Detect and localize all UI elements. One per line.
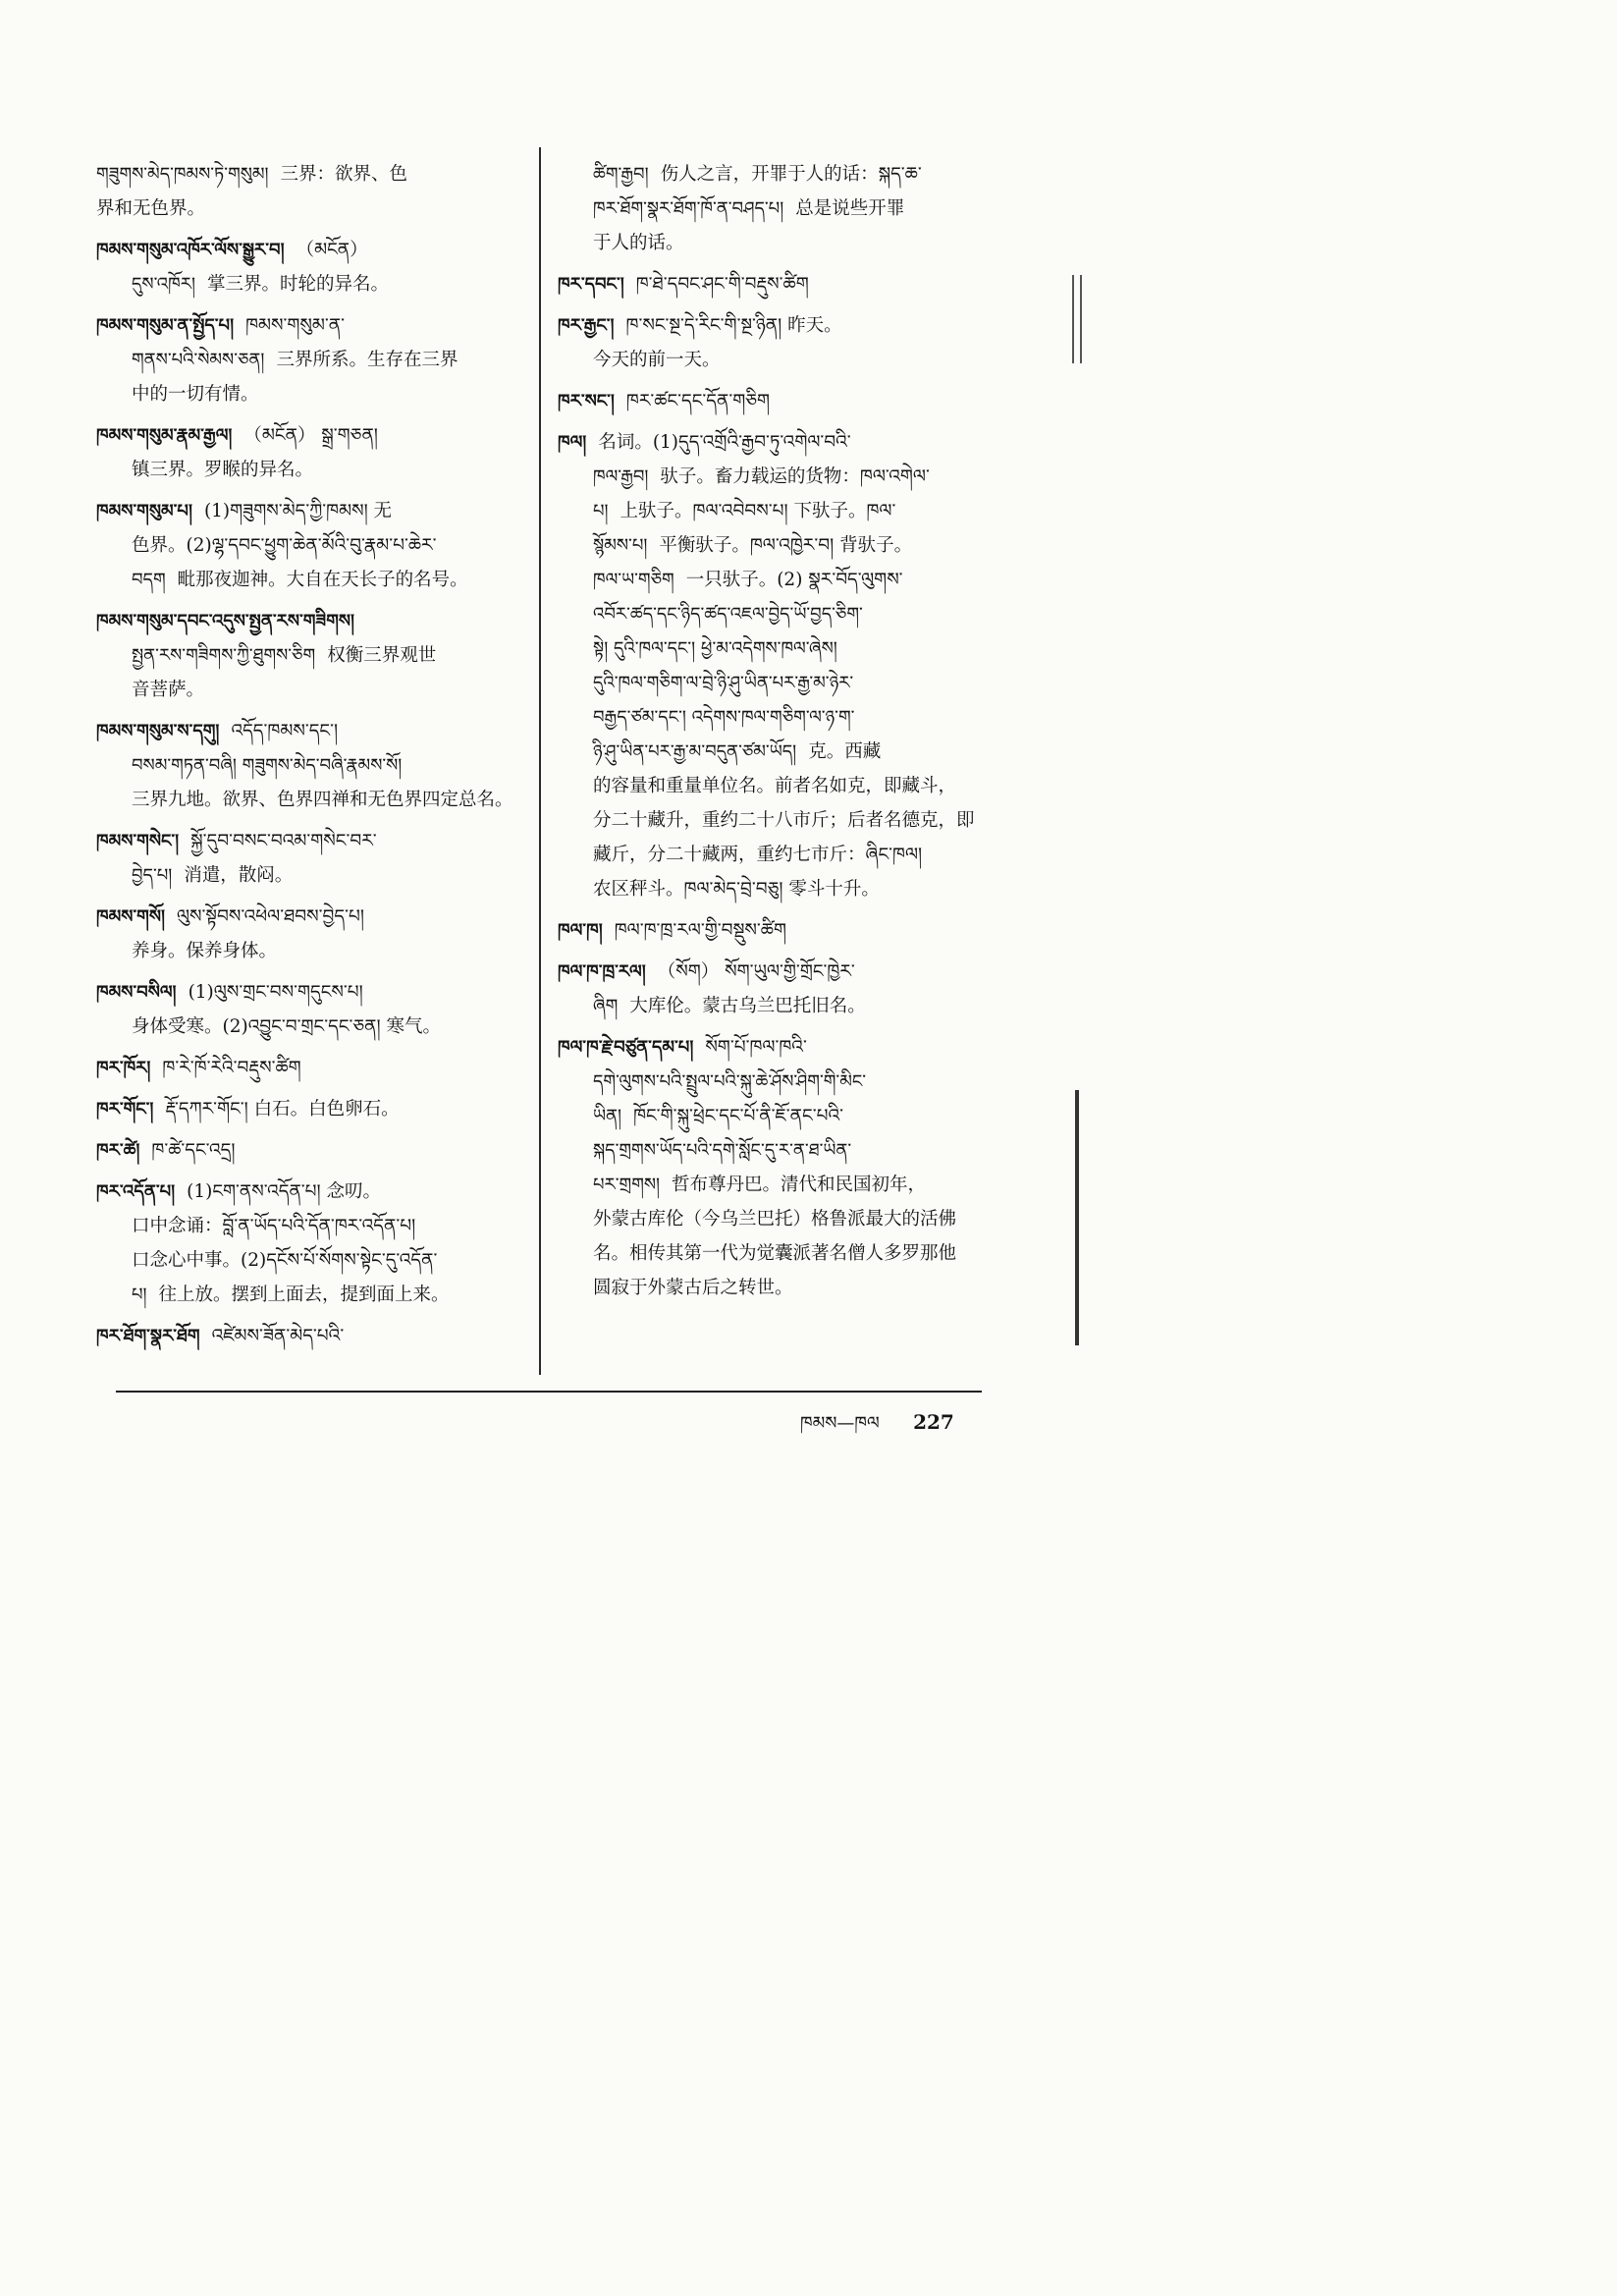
dictionary-entry [558,157,990,260]
definition-text: ཁར་ཚང་དང་དོན་གཅིག [625,391,771,411]
headword-line [96,1319,520,1353]
headword-line [96,975,520,1010]
definition-text: 克。西藏 [808,741,882,762]
tibetan-text: ཉི་ཤུ་ཡིན་པར་རྒྱ་མ་བདུན་ཙམ་ཡོད། [593,741,797,762]
definition-line [96,453,520,487]
dictionary-entry [96,233,520,301]
headword: ཁམས་གསུམ་ན་སྤྱོད་པ། [96,315,235,336]
definition-line [96,638,520,673]
definition-text: 三界：欲界、色 [280,164,408,185]
definition-line [558,1168,990,1202]
dictionary-entry [96,1175,520,1312]
definition-text: སྐྱོ་དུབ་བསང་བའམ་གསེང་བར་ [190,831,377,851]
headword: ཁར་ཁོར། [96,1058,151,1078]
headword-line [96,1175,520,1209]
headword: ཁམས་གསེང་། [96,831,180,851]
definition-line [558,700,990,735]
definition-line [96,1010,520,1044]
headword-line [558,308,990,343]
headword-line [558,955,990,989]
headword-line [96,900,520,934]
dictionary-entry [96,157,520,226]
definition-text: （སོག） སོག་ཡུལ་གྱི་གྲོང་ཁྱེར་ [657,961,855,982]
definition-line [96,748,520,783]
headword: ཁལ་ཁ་ཁྲ་རལ། [558,961,646,982]
definition-line [96,673,520,707]
definition-line [558,769,990,803]
headword: ཁམས་གསུམ་པ། [96,501,192,521]
headword-line [96,604,520,638]
column-divider [539,147,541,1375]
definition-text: 藏斤，分二十藏两，重约七市斤：ཞིང་ཁལ། [593,845,923,865]
dictionary-entry [558,267,990,301]
definition-text: 三界所系。生存在三界 [276,350,458,370]
definition-line [558,872,990,906]
headword: ཁམས་གསོ། [96,906,165,927]
definition-text: ཁལ་ཁ་ཁྲ་རལ་གྱི་བསྡུས་ཚིག [614,920,786,941]
definition-line [558,597,990,631]
definition-text: 名词。(1)དུད་འགྲོའི་རྒྱབ་ཏུ་འགེལ་བའི་ [598,432,851,453]
headword-line [558,913,990,948]
scan-edge-bar [1075,1090,1079,1345]
definition-text: འདོད་ཁམས་དང་། [231,721,339,741]
definition-line [558,1271,990,1305]
definition-text: 名。相传其第一代为觉囊派著名僧人多罗那他 [593,1243,957,1264]
definition-line [558,1099,990,1133]
headword-line [96,824,520,858]
headword-line [558,384,990,418]
headword-line [96,308,520,343]
headword: ཁམས་གསུམ་ས་དགུ། [96,721,220,741]
tibetan-text: བརྒྱད་ཙམ་དང་། འདེགས་ཁལ་གཅིག་ལ་ཉ་ག་ [593,707,855,728]
definition-line [96,157,520,191]
definition-line [558,631,990,666]
page-number: 227 [913,1410,954,1434]
headword-line [558,267,990,301]
definition-line [558,157,990,191]
headword-line [558,425,990,460]
definition-text: 镇三界。罗睺的异名。 [132,460,314,480]
definition-line [558,1065,990,1099]
tibetan-text: པ། [593,501,609,521]
definition-text: （མངོན） སྒྲ་གཅན། [243,425,378,446]
headword-line [558,1030,990,1065]
definition-line [96,934,520,968]
right-column [558,157,990,1312]
dictionary-entry [96,1319,520,1353]
definition-text: 农区秤斗。ཁལ་མེད་བྲེ་བཅུ། 零斗十升。 [593,879,880,900]
dictionary-entry [96,900,520,968]
dictionary-entry [96,1051,520,1085]
dictionary-entry [96,604,520,707]
headword: ཁལ། [558,432,587,453]
headword: ཁར་ཚེ། [96,1140,140,1161]
left-column [96,157,520,1360]
definition-line [96,1243,520,1278]
dictionary-entry [96,494,520,597]
page-footer [800,1404,954,1453]
definition-line [558,1202,990,1236]
tibetan-text: བསམ་གཏན་བཞི། གཟུགས་མེད་བཞི་རྣམས་སོ། [132,755,403,776]
definition-text: ཁོང་གི་སྐུ་ཕྲེང་དང་པོ་ནི་ཇོ་ནང་པའི་ [633,1106,843,1126]
definition-text: 哲布尊丹巴。清代和民国初年， [672,1175,927,1195]
definition-text: 分二十藏升，重约二十八市斤；后者名德克，即 [593,810,975,831]
definition-line [96,528,520,563]
definition-text: 圆寂于外蒙古后之转世。 [593,1278,793,1298]
definition-text: (1)གཟུགས་མེད་ཀྱི་ཁམས། 无 [203,501,393,521]
definition-text: 总是说些开罪 [795,198,905,219]
definition-text: ལུས་སྟོབས་འཕེལ་ཐབས་བྱེད་པ། [176,906,364,927]
tibetan-text: འབོར་ཚད་དང་ཉིད་ཚད་འཇལ་བྱེད་ཡོ་བྱད་ཅིག་ [593,604,863,625]
headword: ཁམས་གསུམ་དབང་འདུས་སྤྱན་རས་གཟིགས། [96,611,355,631]
tibetan-text: པ། [132,1285,147,1305]
definition-text: 权衡三界观世 [327,645,437,666]
definition-text: ཁམས་གསུམ་ན་ [245,315,345,336]
definition-line [558,528,990,563]
definition-line [558,191,990,226]
dictionary-entry [96,714,520,817]
definition-line [96,1278,520,1312]
dictionary-entry [558,308,990,377]
definition-text: འཛེམས་ཟོན་མེད་པའི་ [211,1326,345,1346]
definition-line [96,343,520,377]
headword-line [96,1092,520,1126]
definition-line [558,989,990,1023]
headword: ཁམས་བསིལ། [96,982,177,1003]
definition-line [96,858,520,893]
definition-text: 口念心中事。(2)དངོས་པོ་སོགས་སྟེང་དུ་འདོན་ [132,1250,438,1271]
definition-line [558,1133,990,1168]
definition-text: 掌三界。时轮的异名。 [206,274,389,295]
headword: ཁམས་གསུམ་རྣམ་རྒྱལ། [96,425,233,446]
definition-text: 色界。(2)ལྷ་དབང་ཕྱུག་ཆེན་མོའི་བུ་རྣམ་པ་ཆེར་ [132,535,437,556]
tibetan-text: སྐད་གྲགས་ཡོད་པའི་དགེ་སློང་དུ་ར་ན་ཐ་ཡིན་ [593,1140,852,1161]
headword: ཁར་ཐོག་སྣར་ཐོག [96,1326,200,1346]
definition-line [558,460,990,494]
headword: ཁར་དབང་། [558,274,624,295]
tibetan-text: གནས་པའི་སེམས་ཅན། [132,350,265,370]
tibetan-text: ཁལ་ཡ་གཅིག [593,570,674,590]
tibetan-text: དུའི་ཁལ་གཅིག་ལ་བྲེ་ཉི་ཤུ་ཡིན་པར་རྒྱ་མ་ཉེར་ [593,673,854,693]
dictionary-entry [96,824,520,893]
definition-text: 驮子。畜力载运的货物：ཁལ་འགེལ་ [660,466,930,487]
tibetan-text: ཚིག་རྒྱབ། [593,164,649,185]
definition-line [558,1236,990,1271]
definition-text: 身体受寒。(2)འབྱུང་བ་གྲང་དང་ཅན། 寒气。 [132,1016,441,1037]
definition-text: ཁ་རེ་ཁོ་རེའི་བརྡུས་ཚིག [162,1058,301,1078]
definition-text: 平衡驮子。ཁལ་འཁྱེར་བ། 背驮子。 [659,535,913,556]
definition-text: ཁ་ཚེ་དང་འདྲ། [151,1140,236,1161]
headword: ཁར་འདོན་པ། [96,1181,176,1202]
definition-line [558,563,990,597]
definition-line [96,563,520,597]
definition-text: 外蒙古库伦（今乌兰巴托）格鲁派最大的活佛 [593,1209,957,1230]
definition-text: 大库伦。蒙古乌兰巴托旧名。 [629,996,866,1016]
tibetan-text: ཁལ་རྒྱབ། [593,466,649,487]
dictionary-entry [558,1030,990,1305]
definition-line [558,666,990,700]
definition-line [96,1209,520,1243]
definition-text: 伤人之言，开罪于人的话：སྐད་ཆ་ [660,164,922,185]
tibetan-text: སྤྱན་རས་གཟིགས་ཀྱི་ཐུགས་ཅིག [132,645,316,666]
headword-line [96,233,520,267]
headword: ཁམས་གསུམ་འཁོར་ལོས་སྒྱུར་བ། [96,240,285,260]
dictionary-entry [558,913,990,948]
definition-line [558,838,990,872]
definition-text: 往上放。摆到上面去，提到面上来。 [158,1285,450,1305]
definition-text: (1)ལུས་གྲང་བས་གདུངས་པ། [188,982,363,1003]
tibetan-text: དགེ་ལུགས་པའི་སྤྲུལ་པའི་སྐུ་ཆེ་ཤོས་ཤིག་གི་མིང་ [593,1071,866,1092]
tibetan-text: པར་གྲགས། [593,1175,661,1195]
definition-text: 三界九地。欲界、色界四禅和无色界四定总名。 [132,790,513,810]
dictionary-entry [96,1133,520,1168]
dictionary-entry [96,308,520,411]
definition-line [96,783,520,817]
definition-line [96,267,520,301]
definition-text: 上驮子。ཁལ་འབེབས་པ། 下驮子。ཁལ་ [620,501,896,521]
definition-text: 界和无色界。 [96,198,206,219]
headword: ཁར་གོང་། [96,1099,154,1120]
headword: ཁར་རྒྱང་། [558,315,615,336]
footer-rule [116,1391,982,1393]
definition-text: 消遣，散闷。 [184,865,294,886]
tibetan-text: ཞིག [593,996,619,1016]
definition-text: 音菩萨。 [132,680,205,700]
definition-line [558,343,990,377]
definition-line [96,377,520,411]
definition-line [558,803,990,838]
headword: ཁལ་ཁ་རྗེ་བཙུན་དམ་པ། [558,1037,694,1058]
dictionary-entry [96,975,520,1044]
definition-text: (1)ངག་ནས་འདོན་པ། 念叨。 [187,1181,382,1202]
dictionary-entry [558,425,990,906]
definition-text: 于人的话。 [593,233,684,253]
definition-text: 口中念诵：བློ་ན་ཡོད་པའི་དོན་ཁར་འདོན་པ། [132,1216,416,1236]
tibetan-text: དུས་འཁོར། [132,274,195,295]
tibetan-text: ཡིན། [593,1106,622,1126]
definition-text: ཁ་སང་སྔ་དེ་རིང་གི་སྔ་ཉིན། 昨天。 [625,315,842,336]
tibetan-text: སྟེ། དུའི་ཁལ་དང་། ཕྱེ་མ་འདེགས་ཁལ་ཞེས། [593,638,837,659]
tibetan-text: ཁར་ཐོག་སྣར་ཐོག་ཁོ་ན་བཤད་པ། [593,198,784,219]
headword-line [96,418,520,453]
definition-line [558,494,990,528]
headword-line [96,714,520,748]
definition-text: （མངོན） [296,240,368,260]
tibetan-text: སྙོམས་པ། [593,535,648,556]
tibetan-text: བདག [132,570,166,590]
guide-words: ཁམས—ཁལ [800,1413,880,1434]
definition-text: རྡོ་དཀར་གོང་། 白石。白色卵石。 [165,1099,400,1120]
definition-text: 一只驮子。(2) སྣར་བོད་ལུགས་ [685,570,903,590]
dictionary-entry [558,955,990,1023]
definition-text: 养身。保养身体。 [132,941,278,961]
headword: ཁལ་ཁ། [558,920,603,941]
tibetan-text: བྱེད་པ། [132,865,173,886]
dictionary-entry [96,418,520,487]
tibetan-text: གཟུགས་མེད་ཁམས་ཏེ་གསུམ། [96,164,269,185]
scan-edge-marks [1072,275,1082,363]
definition-text: ཁ་ཐེ་དབང་ཤང་གི་བརྡུས་ཚིག [635,274,809,295]
dictionary-entry [558,384,990,418]
definition-text: 毗那夜迦神。大自在天长子的名号。 [177,570,468,590]
definition-text: སོག་པོ་ཁལ་ཁའི་ [705,1037,807,1058]
definition-text: 今天的前一天。 [593,350,721,370]
definition-text: 中的一切有情。 [132,384,259,405]
definition-text: 的容量和重量单位名。前者名如克，即藏斗， [593,776,957,796]
headword-line [96,494,520,528]
definition-line [558,226,990,260]
headword-line [96,1133,520,1168]
definition-line [96,191,520,226]
headword-line [96,1051,520,1085]
definition-line [558,735,990,769]
dictionary-entry [96,1092,520,1126]
headword: ཁར་སང་། [558,391,615,411]
